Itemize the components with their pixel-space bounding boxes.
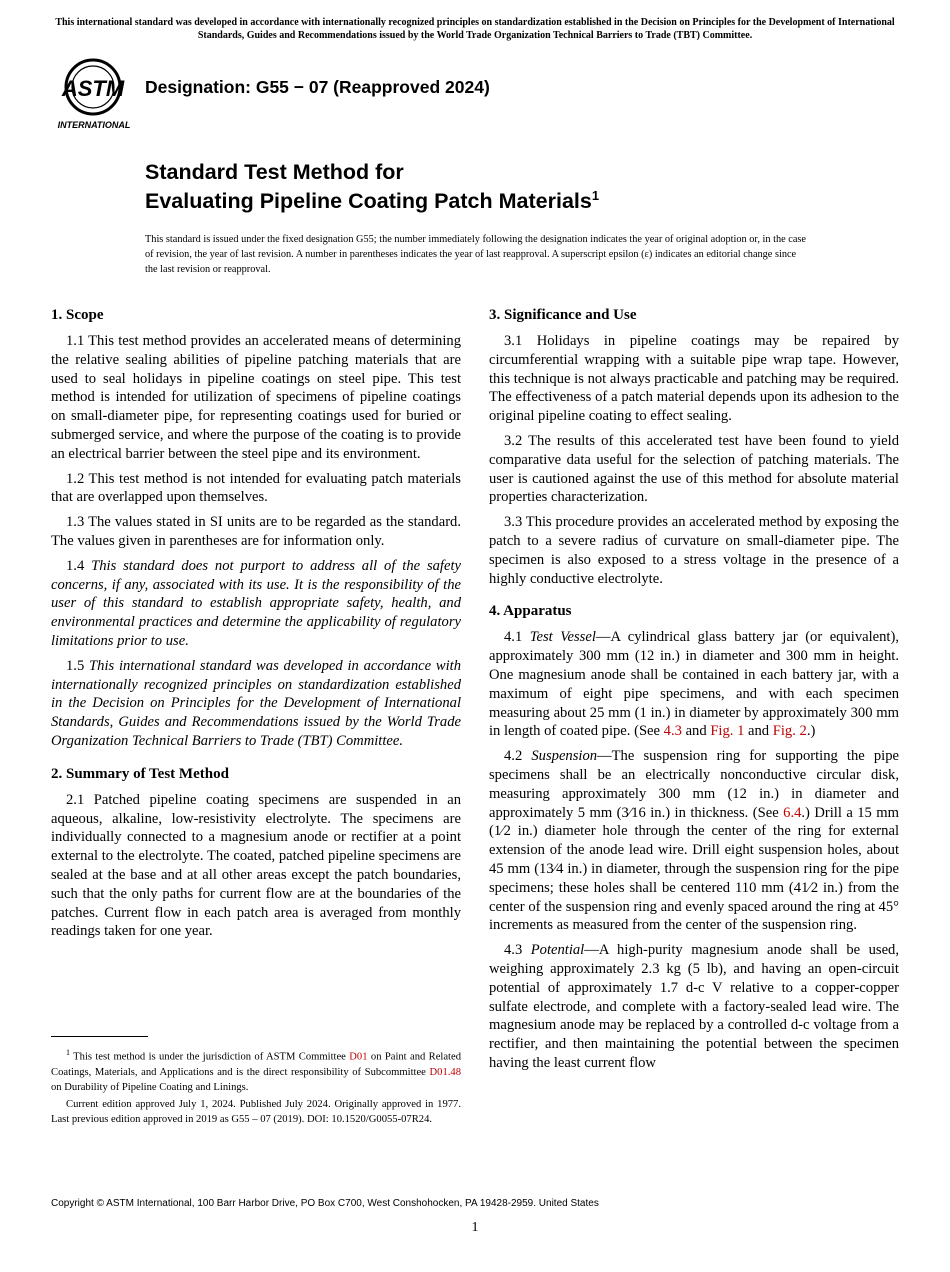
para-1-3: 1.3 The values stated in SI units are to be regarded as the standard. The values given in parentheses are for information only. [51,514,461,549]
summary-heading: 2. Summary of Test Method [51,765,229,782]
ref-section-4-3[interactable]: 4.3 [663,723,682,740]
ref-section-6-4[interactable]: 6.4 [783,804,802,821]
para-3-1: 3.1 Holidays in pipeline coatings may be repaired by circumferential wrapping with a suitable pipe wrap tape. However, this technique is not always practicable and patching may be required. The effectiveness of a patch material depends upon its adhesion to the original pipeline coating to effect sealing. [489,333,899,425]
para-3-2: 3.2 The results of this accelerated test have been found to yield comparative data useful for the selection of patching materials. The user is cautioned against the use of this method for absolute material properties characterization. [489,432,899,506]
para-1-2: 1.2 This test method is not intended for evaluating patch materials that are overlapped upon themselves. [51,470,461,506]
title-line-1: Standard Test Method for [145,160,404,184]
left-column [51,306,461,947]
page-title [145,160,599,213]
apparatus-heading: 4. Apparatus [489,603,572,620]
footnotes [51,1045,461,1127]
right-column [489,306,899,1073]
designation: Designation: G55 − 07 (Reapproved 2024) [145,77,490,97]
ref-subcommittee-d01-48[interactable]: D01.48 [429,1066,461,1078]
para-3-3: 3.3 This procedure provides an accelerated method by exposing the patch to a severe radius of curvature on small-diameter pipe. The specimen is also exposed to a stress voltage in the presence of a highly conductive electrolyte. [489,514,899,587]
para-2-1: 2.1 Patched pipeline coating specimens are suspended in an aqueous, alkaline, low-resistivity electrolyte. The specimens are individually connected to a magnesium anode or rectifier at a point external to the electrolyte. The coated, patched pipeline specimens are sealed at the base and at all other areas except the patch boundaries, such that the only paths for current flow are at the boundaries of the patches. Current flow in each patch area is averaged from monthly readings taken for one year. [51,791,461,940]
para-1-5: 1.5 This international standard was developed in accordance with internationally recognized principles on standardization established in the Decision on Principles for the Development of International Standards, Guides and Recommendations issued by the World Trade Organization Technical Barriers to Trade (TBT) Committee. [51,657,462,749]
ref-fig-2[interactable]: Fig. 2 [772,723,807,740]
footnote-2: Current edition approved July 1, 2024. Published July 2024. Originally approved in 1977. Last previous edition approved in 2019 as G55 – 07 (2019). DOI: 10.1520/G0055-07R24. [51,1098,461,1125]
para-4-1: 4.1 Test Vessel—A cylindrical glass battery jar (or equivalent), approximately 300 mm (12 in.) in diameter and 300 mm in height. One magnesium anode shall be contained in each battery jar, with a maximum of eight pipe specimens, and with each specimen measuring about 25 mm (1 in.) in diameter by approximately 300 mm in length of coated pipe. (See 4.3 and Fig. 1 and Fig. 2.) [489,629,899,740]
footnote-1: $^1$ This test method is under the jurisdiction of ASTM Committee D01 on Paint and Related Coatings, Materials, and Applications and is the direct responsibility of Subcommittee D01.48 on Durability of Pipeline Coating and Linings. [51,1048,461,1093]
para-1-4: 1.4 This standard does not purport to address all of the safety concerns, if any, associated with its use. It is the responsibility of the user of this standard to establish appropriate safety, health, and environmental practices and determine the applicability of regulatory limitations prior to use. [51,557,461,649]
scope-heading: 1. Scope [51,307,104,323]
para-4-3: 4.3 Potential—A high-purity magnesium anode shall be used, weighing approximately 2.3 kg (5 lb), and having an open-circuit potential of approximately 1.7 d-c V relative to a copper-copper sulfate electrode, and complete with a factory-sealed lead wire. The magnesium anode may be replaced by a controlled d-c voltage from a rectifier, and then maintaining the potential between the specimen having the least current flow [489,942,899,1071]
page-number: 1 [471,1220,479,1235]
significance-heading: 3. Significance and Use [489,307,637,323]
title-footnote-mark: 1 [591,188,600,203]
title-line-2: Evaluating Pipeline Coating Patch Materials$^1$ [145,188,600,214]
ref-committee-d01[interactable]: D01 [349,1051,368,1063]
para-4-2: 4.2 Suspension—The suspension ring for supporting the pipe specimens shall be an electrically nonconductive circular disk, measuring approximately 300 mm (12 in.) in diameter and approximately 5 mm (3⁄16 in.) in thickness. (See 6.4.) Drill a 15 mm (1⁄2 in.) diameter hole through the center of the ring for external extension of the anode lead wire. Drill eight suspension holes, about 45 mm (13⁄4 in.) in diameter, through the suspension ring for the pipe specimens; these holes shall be centered 110 mm (41⁄2 in.) from the center of the suspension ring and evenly spaced around the ring at 45° increments as measured from the center of the suspension ring. [489,748,900,934]
astm-logo [53,56,135,132]
astm-logo-text: ASTM [61,76,125,101]
issued-note: This standard is issued under the fixed designation G55; the number immediately following the designation indicates the year of original adoption or, in the case of revision, the year of last revision. A number in parentheses indicates the year of last reapproval. A superscript epsilon (ε) indicates an editorial change since the last revision or reapproval. [145,234,807,275]
copyright: Copyright © ASTM International, 100 Barr Harbor Drive, PO Box C700, West Conshohocken, PA 19428-2959. United States [51,1198,599,1209]
standard-notice: This international standard was developed in accordance with internationally recognized principles on standardization established in the Decision on Principles for the Development of International Standards, Guides and Recommendations issued by the World Trade Organization Technical Barriers to Trade (TBT) Committee. [55,17,895,41]
ref-fig-1[interactable]: Fig. 1 [710,723,745,740]
astm-logo-subtext: INTERNATIONAL [57,120,131,130]
para-1-1: 1.1 This test method provides an accelerated means of determining the relative sealing abilities of pipeline patching materials that are used to seal holidays in pipeline coatings on steel pipe. This test method is intended for utilization of specimens of pipeline coatings on small-diameter pipe, for representing coatings used for buried or submerged service, and where the purpose of the coating is to provide an electrical barrier between the steel pipe and its environment. [51,333,461,462]
footnote-divider [51,1036,148,1037]
